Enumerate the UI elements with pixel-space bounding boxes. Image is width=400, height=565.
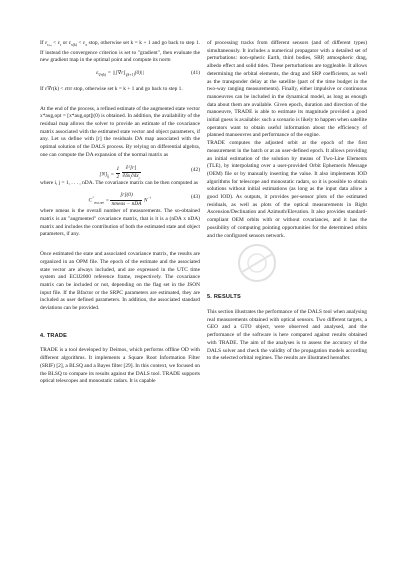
eq43-tail: N xyxy=(143,197,148,204)
eq42-frac-den: 2 xyxy=(116,174,120,181)
paragraph-results-intro: This section illustrates the performance of the DALS tool when analysing real measurements obtained with optical sensors. Two different targets, a GEO and a GTO object, were observed and analysed, and the performance of the software is here compared against results obtained with TRADE. The aim of the analyses is to assess the accuracy of the DALS solver and check the validity of the propagation models according to the selected orbital regimes. The results are illustrated hereafter. xyxy=(207,308,367,362)
paragraph-convergence: If $\varepsilon_{r_{(k)}} < \varepsilon_r$ or $\varepsilon_{x(k)} < \varepsilon_x$ stop, otherwise set k = k + 1 and go back to step 1. If instead the convergence criterion is set to "gradient", then evaluate the new gradient map in the optimal point and compute its norm xyxy=(40,40,201,64)
equation-number: (43) xyxy=(191,194,200,201)
paragraph-trade-outputs: TRADE computes the adjusted orbit at the epoch of the first measurement in the batch or at an user-defined epoch. It allows providing an initial estimation of the solution by means of Two-Line Elements (TLE), by interpolating over a user-provided Orbit Ephemeris Message (OEM) file or by manually inserting the value. It also implements IOD algorithms for telescope and monostatic radars, so it is possible to obtain solutions without initial estimations (as long as the input data allow a good IOD). As outputs, it provides per-sensor plots of the estimated residuals, as well as plots of the optical measurements in Right Ascension/Declination and Azimuth/Elevation. It also provides standard-compliant OEM orbits with or without covariances, and it has the possibility of computing pointing opportunities for the determined orbits and the configured sensors network. xyxy=(207,140,367,239)
eq41-rhs: = ||[∇r] xyxy=(107,70,126,77)
paragraph-trade-capabilities: of processing tracks from different sensors (and of different types) simultaneously. It includes a numerical propagator with a detailed set of perturbations: non-spheric Earth, third bodies, SRP, atmospheric drag, albedo effect and solid tides. These perturbations are toggleable. It allows determining the orbital elements, the drag and SRP coefficients, as well as the transponder delay at the satellite (part of the time budget in the two-way ranging measurements). Finally, either impulsive or continuous manoeuvres can be included in the dynamical model, as long as enough data about them are available. Given epoch, duration and direction of the manoeuvre, TRADE is able to estimate its magnitude provided a good initial guess is available: such a scenario is likely to happen when satellite operators want to obtain useful information about the efficiency of planned manoeuvres and performance of the engine. xyxy=(207,40,367,139)
paragraph-covariance-intro: At the end of the process, a refined estimate of the augmented state vector x*aug,opt = [x*aug,opt]|(0) is obtained. In addition, the availability of the residual map allows the solver to provide an estimate of the covariance matrix associated with the estimated state vector and object parameters, if any. Let us define with [r] the residuals DA map associated with the optimal solution of the DALS process. By relying on differential algebra, one can compute the DA expansion of the normal matrix as xyxy=(40,105,200,158)
section-heading-results: 5. RESULTS xyxy=(207,294,241,301)
eq42-lhs: [N] xyxy=(99,171,108,178)
eq41-lhs: ε xyxy=(96,70,99,77)
equation-number: (42) xyxy=(191,166,200,173)
eq42-frac-num: 1 xyxy=(116,166,121,175)
eq43-lhs: C xyxy=(88,197,93,204)
right-column xyxy=(207,40,367,363)
equation-42: $[N]_{ij}$ = $\frac{1}{2}$ $\frac{\text{∂²[r]}}{\partial\delta x_i\partial\delta x_j}$ (42) xyxy=(99,164,200,181)
text-fragment: If ε xyxy=(40,40,48,46)
equation-number: (41) xyxy=(191,70,200,77)
paragraph-trade-intro: TRADE is a tool developed by Deimos, which performs offline OD with different algorithms. It implements a Square Root Information Filter (SRIF) [2], a BLSQ and a Bayes filter [29]. In this context, we focused on the BLSQ to compare its results against the DALS tool. TRADE supports optical telescopes and monostatic radars. It is capable xyxy=(40,347,200,385)
section-heading-trade: 4. TRADE xyxy=(40,332,68,339)
eq42-frac2-num: ∂²[r] xyxy=(122,165,141,174)
paragraph-covariance-compute: where i, j = 1, . . . , nDA. The covariance matrix can be then computed as xyxy=(40,179,199,186)
equation-41: $\varepsilon_{\nabla r(k)} = ||[\nabla r]_{|(k+1)}(0)||$ (41) xyxy=(96,70,200,78)
left-column xyxy=(40,40,200,386)
paragraph-opm-output: Once estimated the state and associated covariance matrix, the results are organized in an OPM file. The epoch of the estimate and the associated state vector are always included, and are expressed in the UTC time system and ECIJ2000 reference frame, respectively. The covariance matrix can be included or not, depending on the flag set in the JSON input file. If the Bfactor or the SRPC parameters are estimated, they are included as user defined parameters. In addition, the associated standard deviations can be provided. xyxy=(40,251,200,312)
paragraph-augmented-covariance: where nmeas is the overall number of measurements. The so-obtained matrix is an "augmented" covariance matrix, that is it is a (nDA x nDA) matrix and includes the contribution of both the estimated state and object parameters, if any. xyxy=(40,208,200,238)
text-fragment: otherwise set k = k + 1 and go back to step 1. If instead the convergence criterion is set to "gradient", then evaluate the new gradient map in the optimal point and compute its norm xyxy=(40,40,201,64)
eq43-frac-num: [r](0) xyxy=(110,192,142,201)
eq41-tail: (0)|| xyxy=(134,70,144,77)
equation-43: $C^*_{aug,opt}$ = $\frac{[r](0)}{\text{nmeas − nDA}}$ $N^{-1}$ (43) xyxy=(88,192,200,207)
eq42-frac2-den: ∂δx xyxy=(122,173,131,180)
paragraph-gradient-stop: If ε∇r(k) < εtrr stop, otherwise set k = k + 1 and go back to step 1. xyxy=(40,85,183,92)
eq43-frac-den: nmeas − nDA xyxy=(111,201,142,207)
